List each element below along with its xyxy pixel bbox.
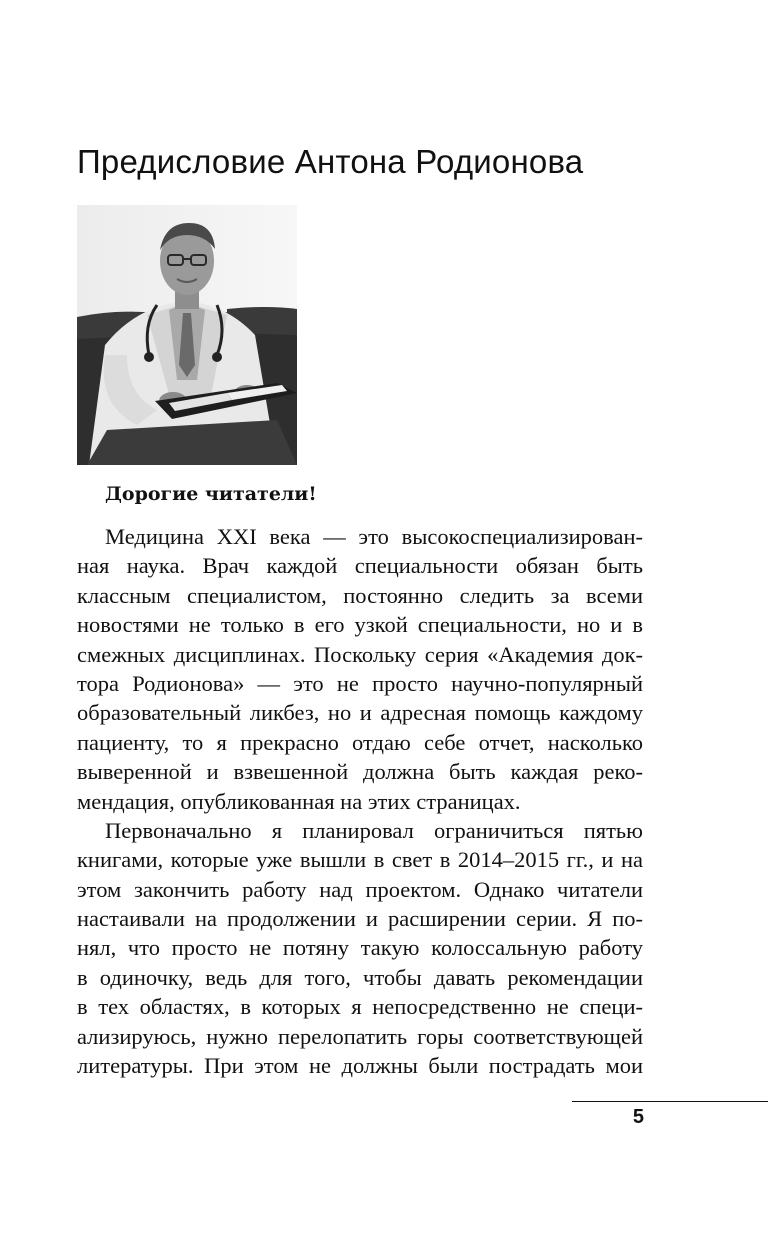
text-line: новостями не только в его узкой специальности, но и в	[77, 612, 643, 638]
text-line: этом закончить работу над проектом. Однако читатели	[77, 876, 643, 902]
page-number: 5	[632, 1106, 644, 1128]
text-line: выверенной и взвешенной должна быть каждая реко-	[77, 759, 643, 785]
text-line: пациенту, то я прекрасно отдаю себе отчет, насколько	[77, 729, 643, 755]
text-line: книгами, которые уже вышли в свет в 2014–2015 гг., и на	[77, 847, 643, 873]
text-line: настаивали на продолжении и расширении серии. Я по-	[77, 906, 643, 932]
text-line: ализируюсь, нужно перелопатить горы соответствующей	[77, 1023, 643, 1049]
text-line: тора Родионова» — это не просто научно-популярный	[77, 670, 643, 696]
text-line: мендация, опубликованная на этих страницах.	[77, 788, 521, 814]
text-line: в тех областях, в которых я непосредственно не специ-	[77, 994, 643, 1020]
author-photo	[77, 205, 297, 465]
text-line: классным специалистом, постоянно следить за всеми	[77, 582, 643, 608]
body-text	[77, 522, 643, 1080]
page-title: Предисловие Антона Родионова	[77, 143, 584, 180]
text-line: смежных дисциплинах. Поскольку серия «Академия док-	[77, 641, 643, 667]
greeting-heading: Дорогие читатели!	[105, 483, 317, 505]
text-line: литературы. При этом не должны были пострадать мои	[77, 1053, 643, 1079]
text-line: ная наука. Врач каждой специальности обязан быть	[77, 553, 643, 579]
text-line: в одиночку, ведь для того, чтобы давать рекомендации	[77, 964, 643, 990]
text-line: Первоначально я планировал ограничиться пятью	[105, 817, 643, 843]
text-line: нял, что просто не потяну такую колоссальную работу	[77, 935, 643, 961]
text-line: образовательный ликбез, но и адресная помощь каждому	[77, 700, 643, 726]
text-line: Медицина XXI века — это высокоспециализирован-	[105, 524, 643, 549]
footer-rule	[572, 1101, 768, 1102]
